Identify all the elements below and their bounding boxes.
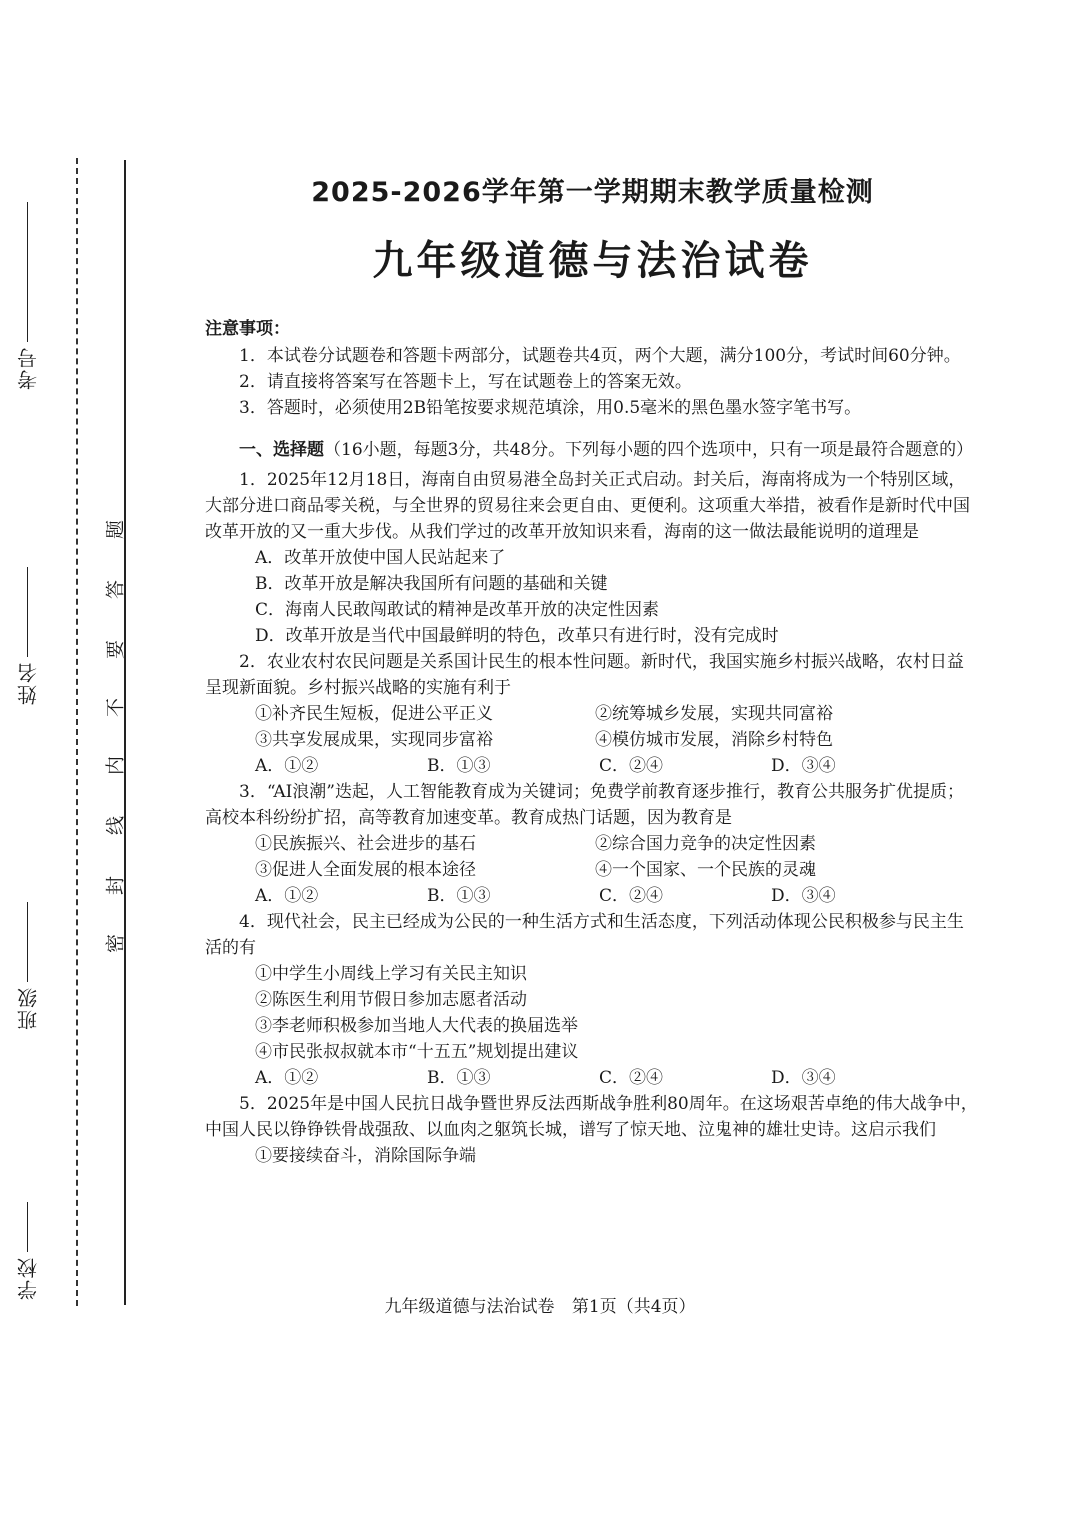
section-heading [205,437,980,463]
exam-no-field [8,180,48,390]
q2-item: ③共享发展成果，实现同步富裕 [255,730,493,750]
cut-dotted-line [76,158,78,1306]
question-5-stem: 5．2025年是中国人民抗日战争暨世界反法西斯战争胜利80周年。在这场艰苦卓绝的伟大战争中，中国人民以铮铮铁骨战强敌、以血肉之躯筑长城，谱写了惊天地、泣鬼神的雄壮史诗。这启示我们 [205,1094,978,1140]
q1-option-c: C．海南人民敢闯敢试的精神是改革开放的决定性因素 [255,600,660,620]
q3-item: ①民族振兴、社会进步的基石 [255,834,476,854]
class-blank [28,902,29,982]
name-blank [28,567,29,657]
section-description: （16小题，每题3分，共48分。下列每小题的四个选项中，只有一项是最符合题意的） [324,440,974,460]
q2-item: ④模仿城市发展，消除乡村特色 [595,730,833,750]
seal-char: 题 [104,520,127,540]
q1-option-d: D．改革开放是当代中国最鲜明的特色，改革只有进行时，没有完成时 [255,626,779,646]
q3-choice: C．②④ [599,886,664,906]
seal-char: 不 [104,698,127,718]
exam-no-label: 考号 [16,346,41,390]
q2-choice: C．②④ [599,756,664,776]
q4-choice: C．②④ [599,1068,664,1088]
seal-char: 封 [104,876,127,896]
page-footer [0,1292,1080,1317]
footer-page-number: 第1页（共4页） [571,1297,696,1317]
q3-choices-row [205,883,980,909]
notice-heading: 注意事项： [205,319,290,339]
school-field [8,1200,48,1300]
seal-solid-line [124,160,126,1305]
q4-item: ④市民张叔叔就本市“十五五”规划提出建议 [255,1042,579,1062]
notice-item: 2．请直接将答案写在答题卡上，写在试题卷上的答案无效。 [239,372,692,392]
q3-items-row [205,857,980,883]
name-label: 姓名 [16,661,41,705]
seal-char: 内 [104,756,127,776]
q1-option-b: B．改革开放是解决我国所有问题的基础和关键 [255,574,608,594]
notice-item: 3．答题时，必须使用2B铅笔按要求规范填涂，用0.5毫米的黑色墨水签字笔书写。 [239,398,862,418]
name-field [8,555,48,705]
q2-items-row [205,701,980,727]
q1-option-a: A．改革开放使中国人民站起来了 [255,548,506,568]
q2-choice: A．①② [255,756,319,776]
q3-item: ④一个国家、一个民族的灵魂 [595,860,816,880]
seal-char: 要 [104,640,127,660]
exam-no-blank [28,202,29,342]
paper-content [205,170,980,1169]
q4-choice: B．①③ [427,1068,491,1088]
footer-paper-title: 九年级道德与法治试卷 [384,1297,555,1317]
school-label: 学校 [16,1256,41,1300]
q3-choice: D．③④ [771,886,836,906]
class-label: 班级 [16,986,41,1030]
q4-choices-row [205,1065,980,1091]
q3-item: ②综合国力竞争的决定性因素 [595,834,816,854]
question-4-stem: 4．现代社会，民主已经成为公民的一种生活方式和生活态度，下列活动体现公民积极参与民主生活的有 [205,912,964,958]
q5-item: ①要接续奋斗，消除国际争端 [255,1146,476,1166]
q3-choice: B．①③ [427,886,491,906]
q3-choice: A．①② [255,886,319,906]
q2-choice: B．①③ [427,756,491,776]
seal-char: 线 [104,816,127,836]
section-title: 一、选择题 [239,440,324,460]
school-blank [28,1202,29,1252]
q2-item: ②统筹城乡发展，实现共同富裕 [595,704,833,724]
class-field [8,900,48,1030]
q4-item: ②陈医生利用节假日参加志愿者活动 [255,990,527,1010]
exam-title: 2025-2026学年第一学期期末教学质量检测 [311,177,874,208]
question-3-stem: 3．“AI浪潮”迭起，人工智能教育成为关键词；免费学前教育逐步推行，教育公共服务扩优提质；高校本科纷纷扩招，高等教育加速变革。教育成热门话题，因为教育是 [205,782,964,828]
q2-choice: D．③④ [771,756,836,776]
question-1-stem: 1．2025年12月18日，海南自由贸易港全岛封关正式启动。封关后，海南将成为一个特别区域，大部分进口商品零关税，与全世界的贸易往来会更自由、更便利。这项重大举措，被看作是新时代中国改革开放的又一重大步伐。从我们学过的改革开放知识来看，海南的这一做法最能说明的道理是 [205,470,970,542]
q4-item: ③李老师积极参加当地人大代表的换届选举 [255,1016,578,1036]
seal-char: 密 [104,934,127,954]
paper-title: 九年级道德与法治试卷 [372,238,813,284]
seal-char: 答 [104,580,127,600]
q4-choice: A．①② [255,1068,319,1088]
q2-item: ①补齐民生短板，促进公平正义 [255,704,493,724]
q2-choices-row [205,753,980,779]
q3-items-row [205,831,980,857]
q4-choice: D．③④ [771,1068,836,1088]
q2-items-row [205,727,980,753]
q3-item: ③促进人全面发展的根本途径 [255,860,476,880]
question-2-stem: 2．农业农村农民问题是关系国计民生的根本性问题。新时代，我国实施乡村振兴战略，农村日益呈现新面貌。乡村振兴战略的实施有利于 [205,652,964,698]
notice-item: 1．本试卷分试题卷和答题卡两部分，试题卷共4页，两个大题，满分100分，考试时间60分钟。 [239,346,961,366]
q4-item: ①中学生小周线上学习有关民主知识 [255,964,527,984]
